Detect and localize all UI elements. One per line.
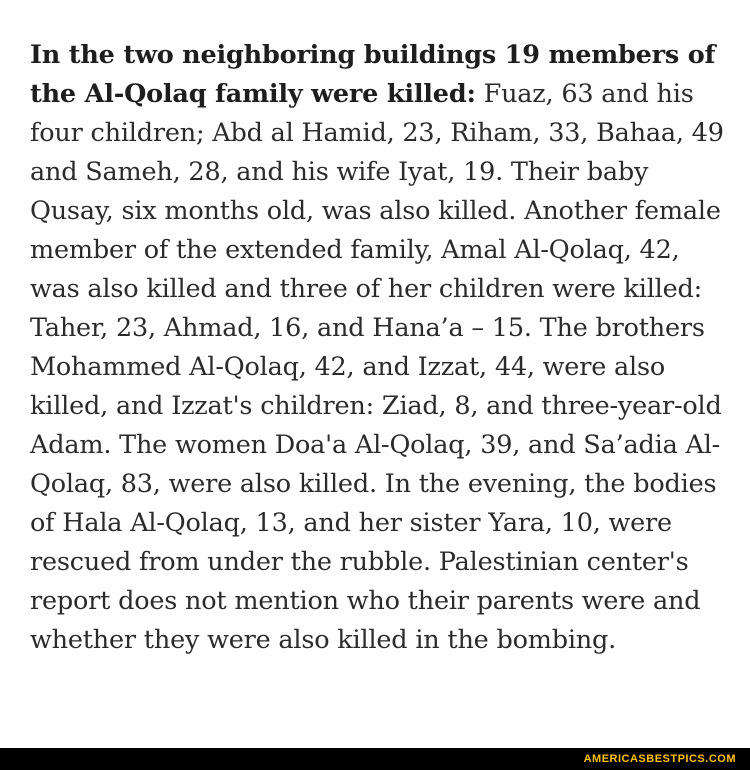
article-paragraph [30,36,730,660]
article-lead: In the two neighboring buildings 19 members of the Al-Qolaq family were killed: [30,40,716,109]
watermark-bar [0,748,750,770]
watermark-text: AMERICASBESTPICS.COM [583,753,736,765]
article-body: Fuaz, 63 and his four children; Abd al Hamid, 23, Riham, 33, Bahaa, 49 and Sameh, 28, and his wife Iyat, 19. Their baby Qusay, six months old, was also killed. Another female member of the extended family, Amal Al-Qolaq, 42, was also killed and three of her children were killed: Taher, 23, Ahmad, 16, and Hana’a – 15. The brothers Mohammed Al-Qolaq, 42, and Izzat, 44, were also killed, and Izzat's children: Ziad, 8, and three-year-old Adam. The women Doa'a Al-Qolaq, 39, and Sa’adia Al-Qolaq, 83, were also killed. In the evening, the bodies of Hala Al-Qolaq, 13, and her sister Yara, 10, were rescued from under the rubble. Palestinian center's report does not mention who their parents were and whether they were also killed in the bombing. [30,79,724,655]
